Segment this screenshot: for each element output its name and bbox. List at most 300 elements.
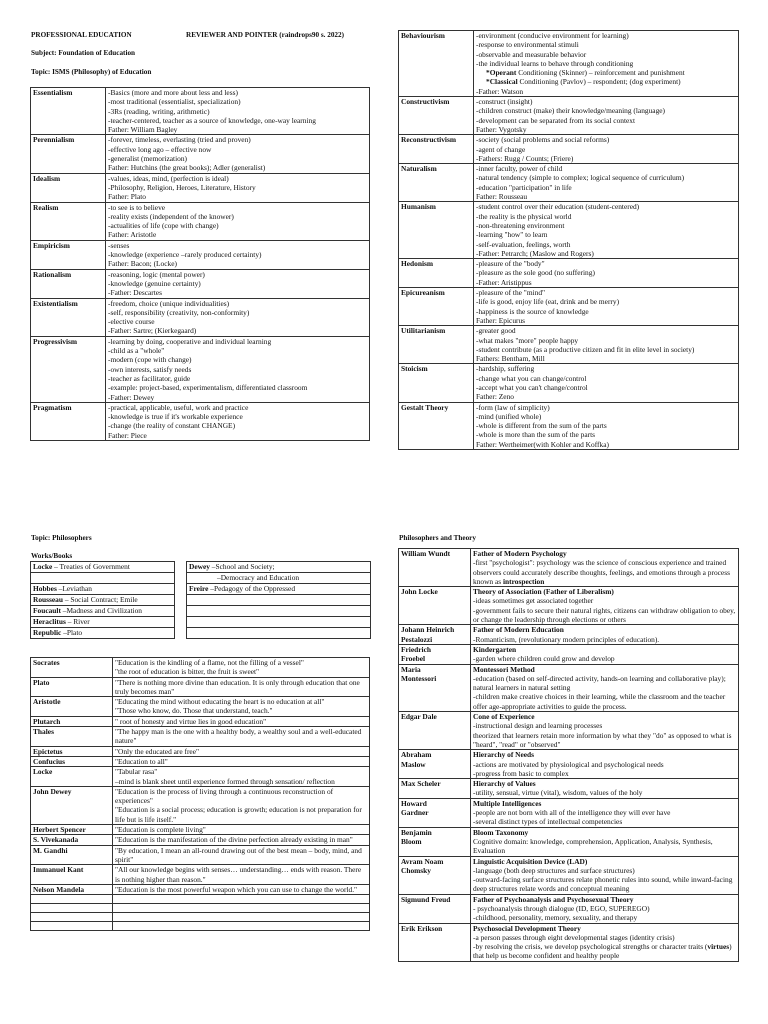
ism-line: -to see is to believe [108,202,166,212]
work-cell [187,595,371,606]
ism-line: -environment (conducive environment for learning) [476,31,629,40]
quote-row [31,716,370,726]
theory-line: -actions are motivated by physiological and psychological needs [473,759,664,769]
ism-line: -inner faculty, power of child [476,164,563,174]
work-title: –Leviathan [56,584,92,593]
ism-line: -senses [108,240,130,250]
philosopher-name: Plutarch [31,716,113,726]
ism-name: Naturalism [399,164,474,202]
theory-description [471,894,739,923]
work-title: – River [65,617,90,626]
theory-row [399,779,739,799]
theorist-name-line: Erik Erikson [401,923,443,933]
theorist-name-line: Abraham [401,750,432,760]
ism-name: Existentialism [31,298,106,336]
theory-row [399,712,739,750]
isms-table-left [30,87,370,441]
quote-row [31,746,370,756]
theory-description [471,664,739,711]
conditioning-line [476,77,736,86]
ism-line: -values, ideas, mind, (perfection is ideal) [108,173,229,183]
theory-line: -progress from basic to complex [473,768,569,778]
work-row [187,573,371,584]
work-row [31,617,175,628]
quote-text [113,835,370,845]
quote-text [113,746,370,756]
ism-row [399,288,739,326]
conditioning-text: Conditioning (Pavlov) – respondent; (dog experiment) [517,77,681,87]
ism-line: -greater good [476,326,516,336]
work-cell [31,584,175,595]
theory-line: -education (based on self-directed activity, hands-on learning and collaborative play); natural learners in natural setting [473,673,726,693]
ism-description [106,202,370,240]
ism-line: -practical, applicable, useful, work and practice [108,402,249,412]
theorist-name-line: Pestalozzi [401,634,433,644]
ism-description [106,240,370,269]
philosopher-name: M. Gandhi [31,845,113,865]
ism-line: Father: Vygotsky [476,124,527,134]
quote-text [113,697,370,717]
ism-row [31,240,370,269]
ism-name: Utilitarianism [399,326,474,364]
ism-row [399,31,739,97]
ism-line: -society (social problems and social reforms) [476,135,610,145]
theory-heading: Father of Psychoanalysis and Psychosexual Theory [473,894,634,904]
ism-line: -self-evaluation, feelings, worth [476,239,571,249]
doc-subtitle: REVIEWER AND POINTER (raindrops90 s. 2022) [186,31,345,39]
theorist-name-line: William Wundt [401,549,451,558]
ism-line: -forever, timeless, everlasting (tried and proven) [108,135,251,145]
theorist-name-line: Benjamin [401,827,432,837]
ism-line: -education "participation" in life [476,182,572,192]
theory-heading: Bloom Taxonomy [473,827,529,837]
theory-row [399,798,739,827]
quote-text [113,677,370,697]
ism-row [399,364,739,402]
work-cell [31,562,175,573]
work-cell [187,617,371,628]
ism-name: Empiricism [31,240,106,269]
theorist-name [399,625,471,645]
theory-description [471,712,739,750]
theory-row [399,923,739,961]
ism-line: -most traditional (essentialist, specialization) [108,97,241,107]
ism-description [474,288,739,326]
work-author: Dewey [189,562,210,571]
ism-line: -teacher-centered, teacher as a source of knowledge, one-way learning [108,115,316,125]
theory-description [471,750,739,779]
work-title: –Pedagogy of the Oppressed [208,584,296,593]
doc-title: PROFESSIONAL EDUCATION [31,31,132,39]
theorist-name-line: Howard [401,798,427,808]
theorist-name-line: Max Scheler [401,779,441,789]
ism-name: Progressivism [31,336,106,402]
theory-line: -several distinct types of intellectual competencies [473,817,623,827]
ism-line: -actualities of life (cope with change) [108,221,219,231]
philosopher-name: Thales [31,727,113,747]
work-title: –Madness and Civilization [60,606,143,615]
ism-description [106,298,370,336]
ism-row [399,164,739,202]
ism-line: -the reality is the physical world [476,211,572,221]
conditioning-line [476,68,736,77]
theory-heading: Father of Modern Psychology [473,549,567,558]
work-author: Freire [189,584,209,593]
ism-line: -Father: Aristippus [476,277,532,287]
ism-line: -response to environmental stimuli [476,40,579,50]
ism-row [31,88,370,135]
quote-row [31,865,370,885]
quote-line: " root of honesty and virtue lies in good education" [115,716,267,726]
quote-text [113,756,370,766]
topic-philosophers: Topic: Philosophers [31,534,92,542]
ism-line: -knowledge (genuine certainty) [108,278,201,288]
theory-line-tail: ) that help us become confident and healthy people [473,942,732,961]
ism-description [106,402,370,440]
ism-line: Father: Bacon; (Locke) [108,259,177,269]
ism-name: Idealism [31,173,106,202]
theory-line: -first "psychologist": psychology was the science of conscious experience and trained observers could accurately describe thoughts, feelings, and emotions through a process known as [473,558,730,586]
work-author: Heraclitus [33,617,66,626]
ism-name: Perennialism [31,135,106,173]
theory-description [471,779,739,799]
ism-description [474,135,739,164]
ism-description [106,336,370,402]
ism-description [474,364,739,402]
theory-row [399,625,739,645]
ism-line: -change what you can change/control [476,373,587,383]
work-cell [187,628,371,639]
philosopher-name: Locke [31,767,113,787]
ism-line: -reality exists (independent of the knower) [108,211,234,221]
theory-line: -by resolving the crisis, we develop psychological strengths or character traits ( [473,942,708,952]
ism-name: Reconstructivism [399,135,474,164]
theory-heading: Hierarchy of Needs [473,750,535,760]
theorist-name-line: Gardner [401,808,429,818]
empty-cell [31,922,113,931]
subject-line: Subject: Foundation of Education [31,49,136,57]
ism-row [31,336,370,402]
quote-line: "Tabular rasa" [115,767,158,777]
ism-line: -non-threatening environment [476,220,565,230]
philosopher-name: Herbert Spencer [31,825,113,835]
theory-heading: Psychosocial Development Theory [473,923,581,933]
empty-cell [31,904,113,913]
conditioning-type: *Classical [486,77,518,87]
work-author: Foucault [33,606,61,615]
theory-table [398,548,739,962]
quote-line: "Those who know, do. Those that understand, teach." [115,706,273,716]
theory-line: Cognitive domain: knowledge, comprehension, Application, Analysis, Synthesis, Evaluation [473,836,713,856]
ism-line: -reasoning, logic (mental power) [108,269,205,279]
quote-row [31,825,370,835]
ism-line: -learning by doing, cooperative and individual learning [108,336,272,346]
theory-heading: Montessori Method [473,664,535,674]
ism-line: -3Rs (reading, writing, arithmetic) [108,106,210,116]
quote-line: –mind is blank sheet until experience formed through sensation/ reflection [115,776,335,786]
quote-text [113,767,370,787]
quote-row [31,727,370,747]
work-title: –School and Society; [209,562,275,571]
theory-line: -ideas sometimes get associated together [473,596,594,606]
topic-isms: Topic: ISMS (Philosophy) of Education [31,68,152,76]
ism-name: Hedonism [399,259,474,288]
work-author: Rousseau [33,595,63,604]
theory-line: -a person passes through eight developmental stages (identity crisis) [473,932,675,942]
ism-name: Realism [31,202,106,240]
ism-line: Father: Zeno [476,392,514,402]
quote-line: "Education is the process of living through a continuous reconstruction of experiences" [115,786,334,806]
work-cell [187,606,371,617]
work-cell [31,573,175,584]
empty-cell [31,895,113,904]
theorist-name [399,827,471,856]
ism-line: -the individual learns to behave through conditioning [476,58,634,68]
theorist-name-line: Bloom [401,836,422,846]
work-cell [187,562,371,573]
theory-line: -children make creative choices in their learning, while the classroom and the teacher offer age-appropriate activities to guide the process. [473,692,726,711]
ism-row [31,298,370,336]
philosopher-name: Immanuel Kant [31,865,113,885]
theory-heading: Multiple Intelligences [473,798,542,808]
quote-row [31,658,370,678]
ism-line: -example: project-based, experimentalism, differentiated classroom [108,383,308,393]
ism-line: Father: Piece [108,430,147,440]
ism-description [106,88,370,135]
theory-description [471,798,739,827]
theory-heading: Cone of Experience [473,712,535,722]
works-table-right [186,561,371,639]
theory-line: -instructional design and learning processes [473,721,603,731]
ism-line: Father: William Bagley [108,125,178,135]
quote-line: "There is nothing more divine than education. It is only through education that one truly becomes man" [115,677,360,696]
ism-line: -whole is different from the sum of the parts [476,421,607,431]
theorist-name-line: Maria [401,664,421,674]
ism-description [474,326,739,364]
theory-line: -garden where children could grow and develop [473,654,615,664]
theorist-name [399,664,471,711]
quote-text [113,716,370,726]
work-cell [187,584,371,595]
theorist-name [399,798,471,827]
theorist-name [399,923,471,961]
ism-line: -Basics (more and more about less and less) [108,88,238,97]
theory-line: -outward-facing surface structures relate phonetic rules into sound, while inward-facing deep structures relate words and conceptual meaning [473,875,733,894]
work-row [187,584,371,595]
empty-cell [113,922,370,931]
ism-line: -Fathers: Rugg / Counts; (Friere) [476,153,574,163]
work-author: Locke [33,562,53,571]
empty-cell [31,913,113,922]
ism-line: Father: Aristotle [108,230,157,240]
theorist-name [399,644,471,664]
ism-name: Behaviourism [399,31,474,97]
theory-title: Philosophers and Theory [399,534,476,542]
philosopher-name: Plato [31,677,113,697]
theorist-name-line: Froebel [401,654,426,664]
empty-row [31,895,370,904]
ism-line: -accept what you can't change/control [476,382,588,392]
work-author: Hobbes [33,584,57,593]
theorist-name-line: Montessori [401,673,437,683]
theorist-name [399,856,471,894]
theorist-name [399,779,471,799]
theorist-name-line: Friedrich [401,644,431,654]
theorist-name-line: Johann Heinrich [401,625,455,635]
theory-line: theorized that learners retain more information by what they "do" as opposed to what is "heard", "read" or "observed" [473,730,732,749]
theorist-name [399,549,471,587]
works-table-left [30,561,175,639]
ism-line: -knowledge (experience –rarely produced certainty) [108,250,262,260]
theory-description [471,856,739,894]
quote-line: "Education is the most powerful weapon which you can use to change the world." [115,884,358,894]
theory-line: -utility, sensual, virtue (vital), wisdom, values of the holy [473,788,643,798]
theorist-name-line: John Locke [401,587,438,597]
work-author: Republic [33,628,62,637]
quote-row [31,835,370,845]
work-title: – Social Contract; Emile [62,595,138,604]
ism-row [399,135,739,164]
philosopher-name: Aristotle [31,697,113,717]
ism-line: -knowledge is true if it's workable experience [108,412,243,422]
ism-row [399,259,739,288]
ism-line: -modern (cope with change) [108,355,192,365]
theory-line: -people are not born with all of the intelligence they will ever have [473,808,671,818]
theory-row [399,750,739,779]
empty-cell [113,913,370,922]
ism-line: -pleasure of the "mind" [476,288,546,298]
empty-row [31,913,370,922]
ism-description [474,31,739,97]
work-cell [187,573,371,584]
theory-description [471,549,739,587]
ism-row [399,97,739,135]
ism-name: Epicureanism [399,288,474,326]
isms-table-right [398,30,739,450]
ism-line: Father: Plato [108,192,146,202]
theorist-name-line: Maslow [401,759,426,769]
quote-text [113,786,370,824]
ism-line: -Father: Sartre; (Kierkegaard) [108,326,197,336]
ism-line: -Father: Dewey [108,392,155,402]
conditioning-text: Conditioning (Skinner) – reinforcement and punishment [516,68,685,78]
empty-row [31,922,370,931]
theory-description [471,827,739,856]
work-row [187,617,371,628]
ism-row [31,135,370,173]
ism-line: -pleasure of the "body" [476,259,545,269]
work-title: –Democracy and Education [217,573,300,582]
ism-name: Constructivism [399,97,474,135]
work-row [31,606,175,617]
quote-row [31,767,370,787]
ism-line: -own interests, satisfy needs [108,364,192,374]
ism-row [31,269,370,298]
quote-text [113,865,370,885]
ism-line: -children construct (make) their knowledge/meaning (language) [476,106,666,116]
work-row [31,628,175,639]
work-row [187,562,371,573]
quote-row [31,786,370,824]
ism-line: Fathers: Bentham, Mill [476,354,545,364]
quote-row [31,884,370,894]
ism-line: -student contribute (as a productive citizen and fit in elite level in society) [476,344,695,354]
quote-text [113,845,370,865]
theory-row [399,894,739,923]
ism-line: -elective course [108,317,155,327]
theory-line: -government fails to secure their natural rights, citizens can withdraw obligation to obey, or change the leadership through elections or others [473,605,736,625]
ism-line: -pleasure as the sole good (no suffering) [476,268,595,278]
philosopher-name: Epictetus [31,746,113,756]
work-row [31,573,175,584]
ism-line: -self, responsibility (creativity, non-conformity) [108,307,250,317]
theory-keyword: virtues [707,942,730,952]
philosopher-name: S. Vivekanada [31,835,113,845]
quote-text [113,825,370,835]
theorist-name-line: Chomsky [401,865,431,875]
ism-line: -what makes "more" people happy [476,335,579,345]
theory-heading: Hierarchy of Values [473,779,536,789]
ism-description [474,97,739,135]
quote-line: "Education is the kindling of a flame, not the filling of a vessel" [115,658,304,667]
quote-text [113,884,370,894]
quote-line: "Education is complete living" [115,825,206,835]
work-cell [31,617,175,628]
ism-name: Pragmatism [31,402,106,440]
theory-row [399,549,739,587]
ism-line: -hardship, suffering [476,364,535,374]
ism-description [474,402,739,449]
empty-row [31,904,370,913]
ism-description [106,173,370,202]
ism-line: -development can be separated from its social context [476,115,636,125]
quote-line: "Only the educated are free" [115,746,199,756]
ism-name: Stoicism [399,364,474,402]
theory-row [399,644,739,664]
quote-text [113,727,370,747]
ism-line: -whole is more than the sum of the parts [476,430,596,440]
works-label: Works/Books [31,552,73,560]
theorist-name [399,894,471,923]
empty-cell [113,895,370,904]
ism-line: Father: Epicurus [476,315,526,325]
ism-line: -child as a "whole" [108,346,165,356]
ism-row [31,402,370,440]
ism-line: -learning "how" to learn [476,230,548,240]
theory-description [471,923,739,961]
quote-line: "Education is a social process; education is growth; education is not preparation for life but is life itself." [115,805,362,824]
empty-cell [113,904,370,913]
theory-description [471,644,739,664]
ism-row [399,402,739,449]
philosopher-name: John Dewey [31,786,113,824]
philosopher-name: Socrates [31,658,113,678]
work-row [187,628,371,639]
work-row [31,584,175,595]
ism-line: -form (law of simplicity) [476,402,550,412]
theorist-name-line: Edgar Dale [401,712,437,722]
theory-heading: Linguistic Acquisition Device (LAD) [473,856,588,866]
ism-description [106,135,370,173]
ism-name: Humanism [399,202,474,259]
quotes-table [30,657,370,931]
quote-text [113,658,370,678]
quote-line: "Educating the mind without educating the heart is no education at all" [115,697,325,707]
ism-line: -Father: Watson [476,86,524,96]
theory-heading: Theory of Association (Father of Liberalism) [473,587,614,597]
ism-line: -generalist (memorization) [108,154,188,164]
ism-line: -Father: Petrarch; (Maslow and Rogers) [476,248,594,258]
